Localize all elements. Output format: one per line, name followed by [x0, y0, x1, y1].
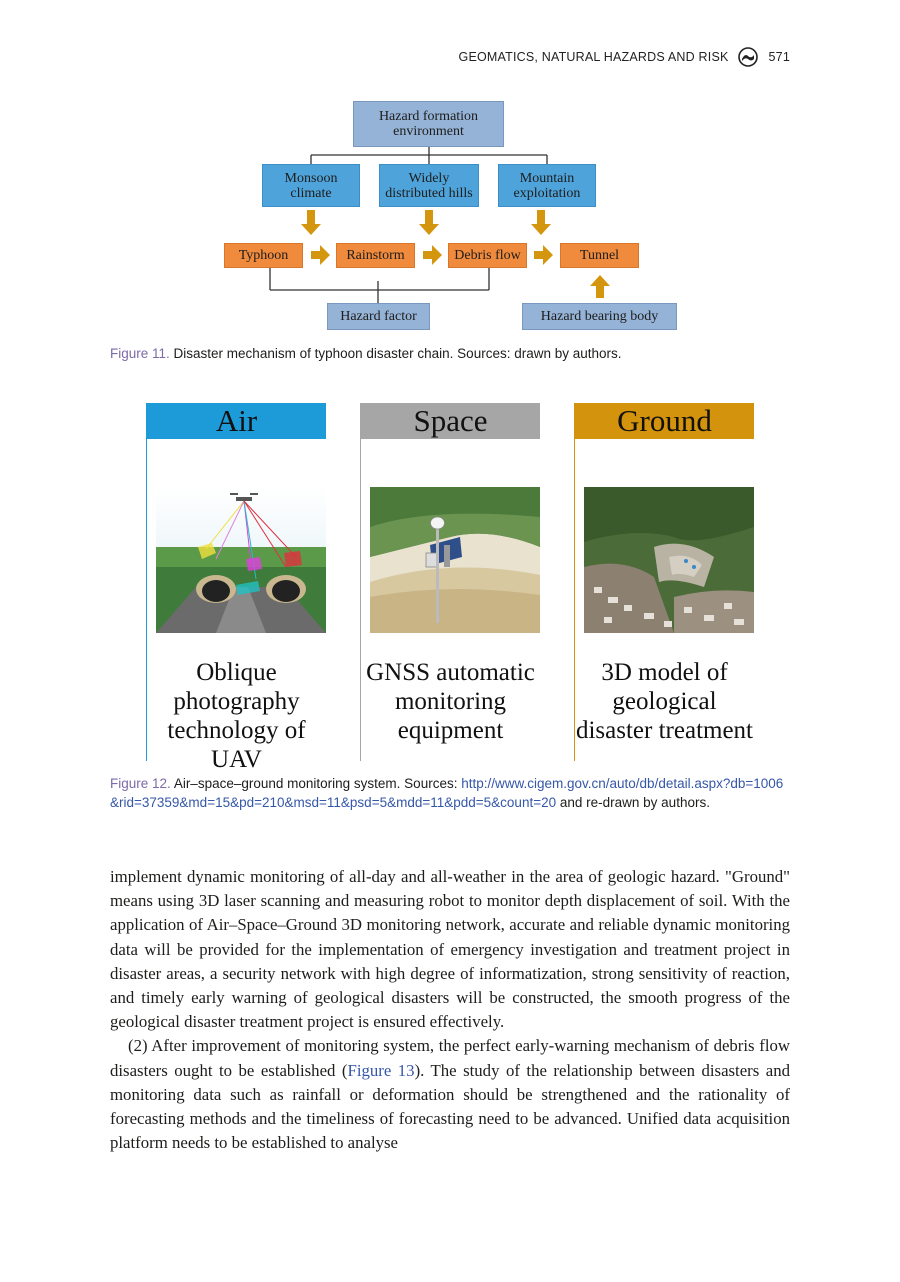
figure-11-caption-text: Disaster mechanism of typhoon disaster chain. Sources: drawn by authors. [173, 346, 622, 361]
rainstorm-box: Rainstorm [336, 243, 415, 268]
figure-11-caption [110, 344, 790, 363]
panel-title: Ground [575, 403, 754, 439]
gnss-station-image [370, 487, 540, 633]
panel-ground [574, 403, 754, 761]
panel-title: Air [147, 403, 326, 439]
journal-title: GEOMATICS, NATURAL HAZARDS AND RISK [458, 50, 729, 64]
panel-air [146, 403, 326, 773]
panel-description: 3D model of geological disaster treatment [575, 659, 753, 744]
uav-tunnel-image [156, 487, 326, 633]
hazard-bearing-body-box: Hazard bearing body [522, 303, 677, 330]
paragraph-2-end: ). The study of the relationship between disasters and monitoring data such as rainfall or deformation should be strengthened and the rationality of forecasting methods and the timeliness of forecasting need to be advanced. Unified data acquisition platform needs to be established to analyse [110, 1060, 790, 1153]
figure-13-link[interactable]: Figure 13 [347, 1060, 415, 1080]
figure-11-label: Figure 11. [110, 346, 170, 361]
panel-body [361, 439, 540, 761]
figure-12-caption [110, 774, 790, 812]
figure-11-diagram [0, 0, 900, 340]
panel-title: Space [361, 403, 540, 439]
body-text [110, 865, 790, 1155]
paragraph-2 [110, 1034, 790, 1155]
hazard-formation-environment-box: Hazard formation environment [353, 101, 504, 147]
monsoon-climate-box: Monsoon climate [262, 164, 360, 207]
panel-body [575, 439, 754, 761]
panel-body [147, 439, 326, 773]
mountain-exploitation-box: Mountain exploitation [498, 164, 596, 207]
panel-description: GNSS automatic monitoring equipment [366, 659, 535, 744]
3d-model-image [584, 487, 754, 633]
typhoon-box: Typhoon [224, 243, 303, 268]
figure-12-caption-tail: and re-drawn by authors. [559, 795, 710, 810]
hazard-factor-box: Hazard factor [327, 303, 430, 330]
paragraph-2-start: (2) After improvement of monitoring system, the perfect early-warning mechanism of debris flow disasters ought to be established ( [110, 1036, 790, 1080]
panel-space [360, 403, 540, 761]
figure-12-caption-text: Air–space–ground monitoring system. Sources: [173, 776, 458, 791]
page-number: 571 [768, 50, 790, 64]
debris-flow-box: Debris flow [448, 243, 527, 268]
paragraph-1: implement dynamic monitoring of all-day and all-weather in the area of geologic hazard. "Ground" means using 3D laser scanning and measuring robot to monitor depth displacement of soil. With the application of Air–Space–Ground 3D monitoring network, accurate and reliable dynamic monitoring data will be provided for the implementation of emergency investigation and treatment project in disaster areas, a security network with high degree of informatization, strong sensitivity of reaction, and timely early warning of geological disasters will be constructed, the smooth progress of the geological disaster treatment project is ensured effectively. [110, 867, 790, 1032]
source-url-link[interactable]: http://www.cigem.gov.cn/auto/db/detail.aspx?db=1006&rid=37359&md=15&pd=210&msd=11&psd=5&mdd=11&pdd=5&count=20 [110, 776, 784, 810]
tunnel-box: Tunnel [560, 243, 639, 268]
figure-12-label: Figure 12. [110, 776, 171, 791]
widely-distributed-hills-box: Widely distributed hills [379, 164, 479, 207]
panel-description: Oblique photography technology of UAV [167, 659, 306, 773]
